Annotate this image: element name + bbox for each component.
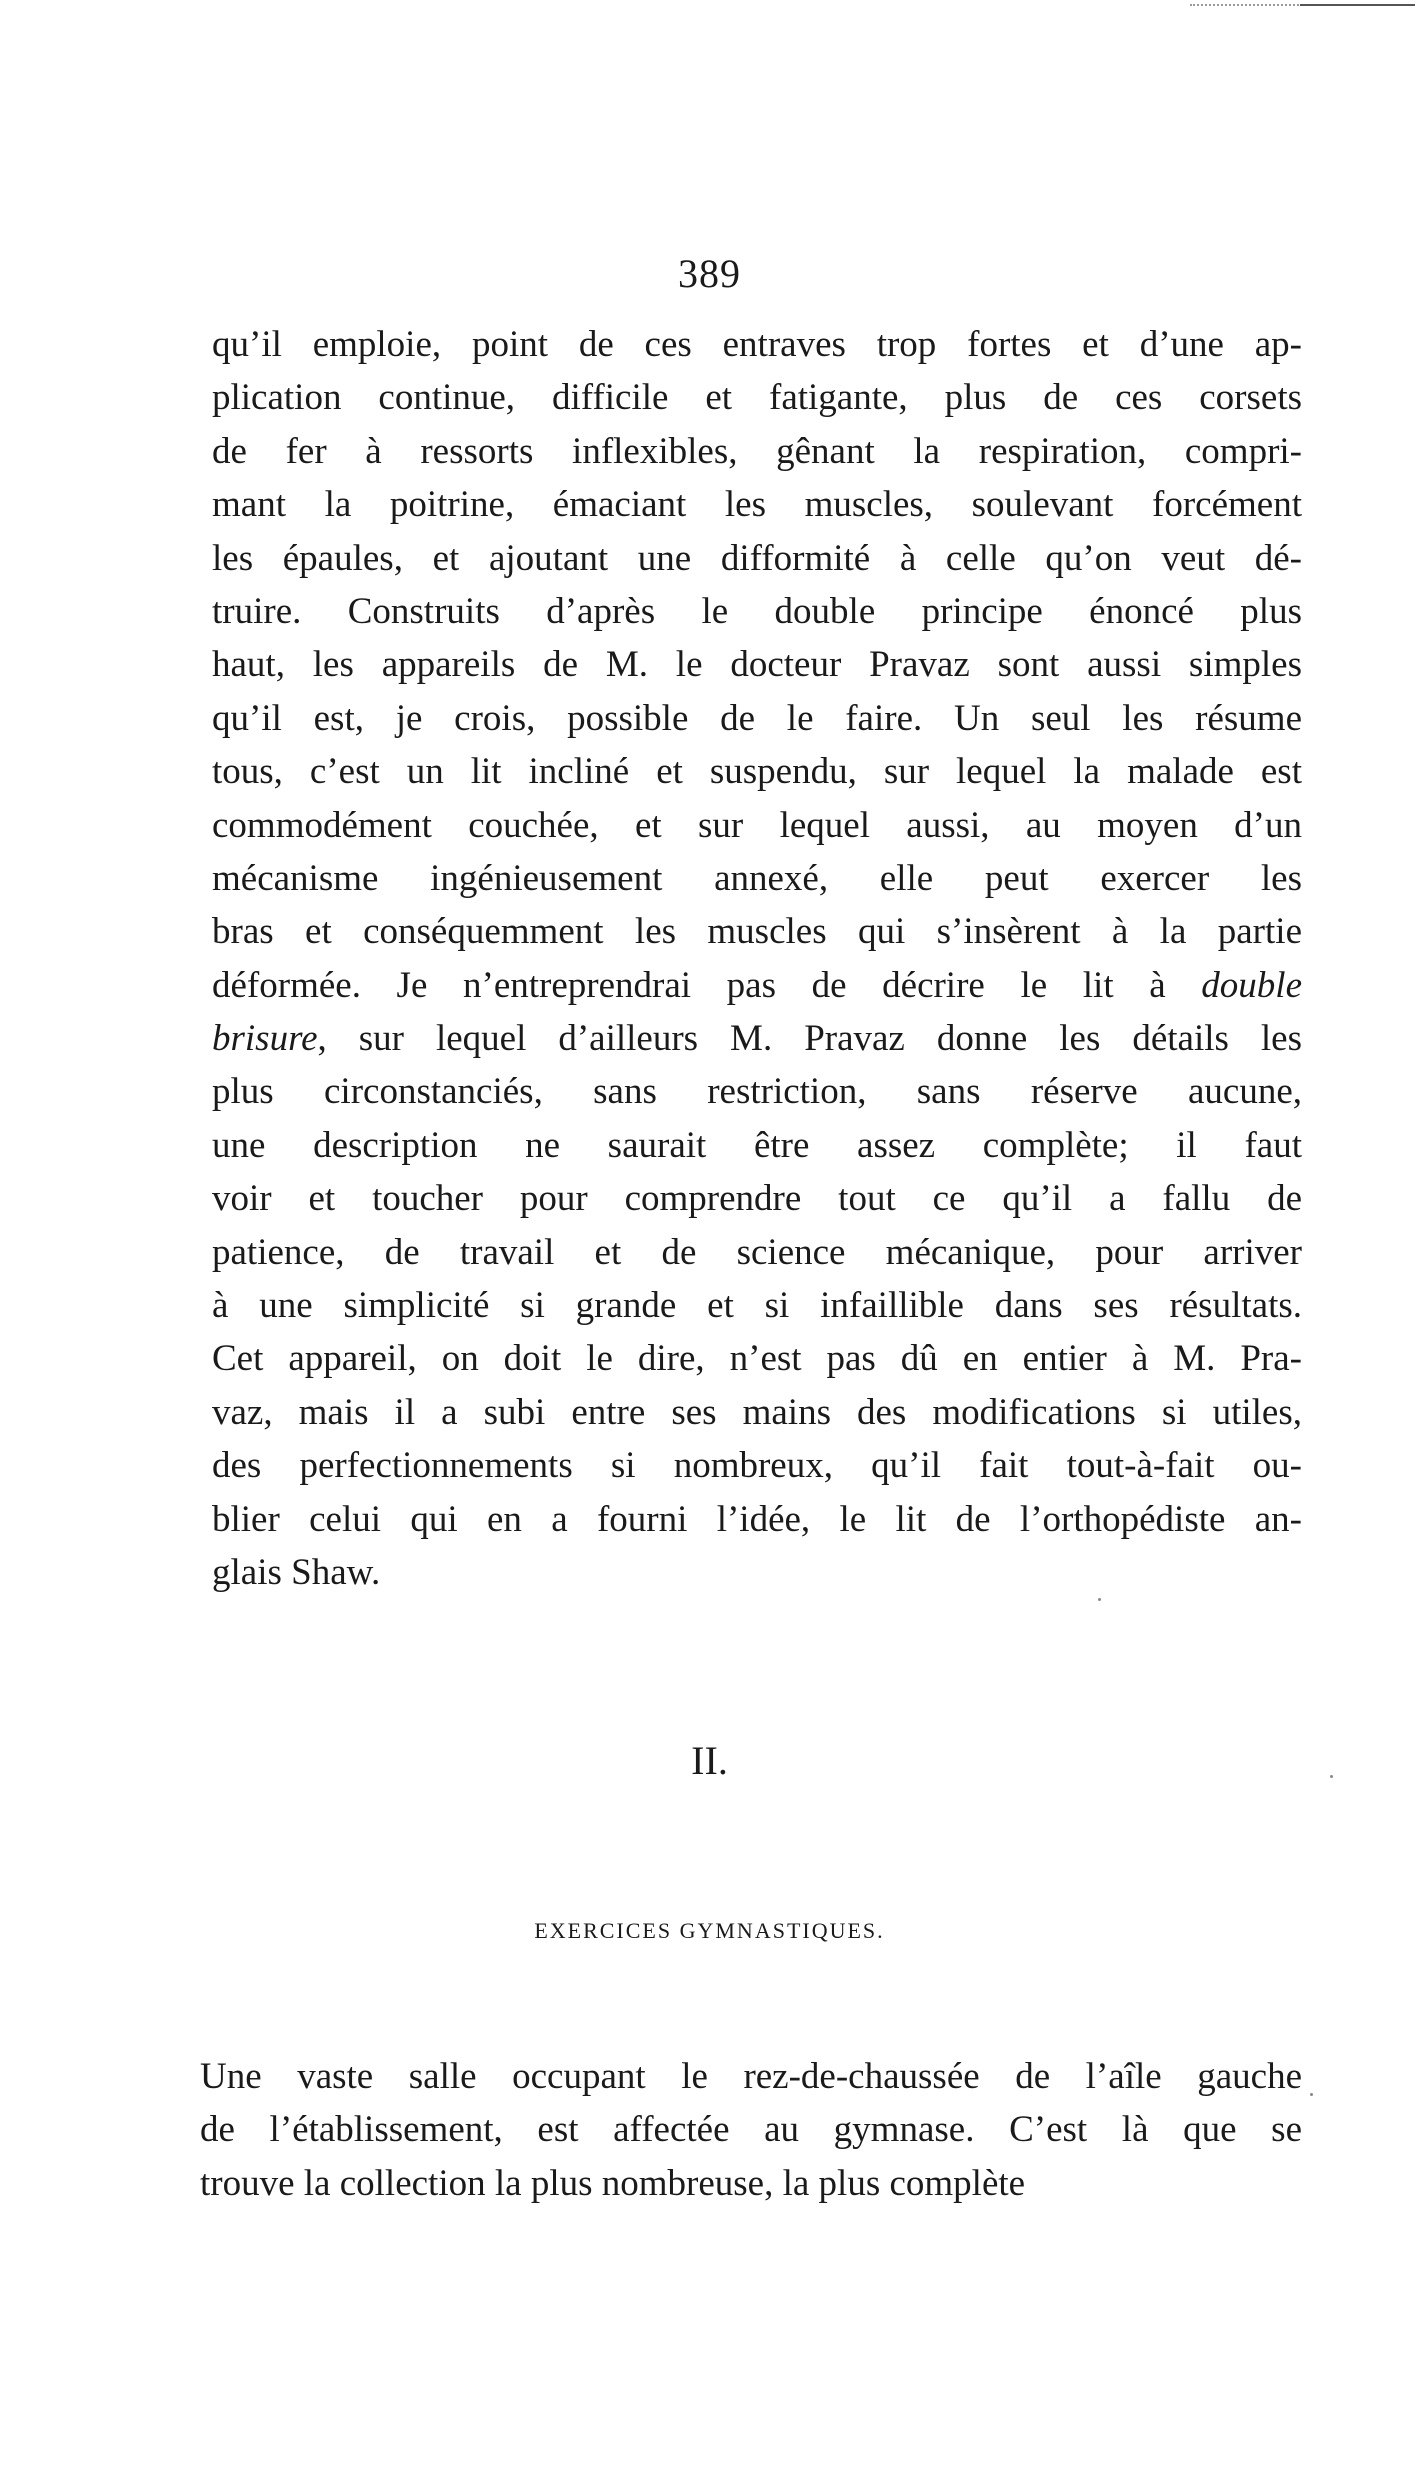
section-numeral: II. bbox=[691, 1738, 728, 1783]
text-line bbox=[212, 1332, 1302, 1385]
text-line bbox=[212, 532, 1302, 585]
text-line bbox=[212, 852, 1302, 905]
text-line-content: trouve la collection la plus nombreuse, la plus complète bbox=[200, 2162, 1026, 2204]
text-line-content: plus circonstanciés, sans restriction, sans réserve aucune, bbox=[212, 1071, 1302, 1113]
paragraph-body bbox=[212, 318, 1302, 1599]
paragraph-section-intro bbox=[200, 2050, 1302, 2210]
text-line-content: des perfectionnements si nombreux, qu’il fait tout-à-fait ou- bbox=[212, 1445, 1302, 1487]
text-line bbox=[200, 2157, 1302, 2210]
text-line-content: mant la poitrine, émaciant les muscles, soulevant forcément bbox=[212, 484, 1302, 526]
text-line bbox=[212, 1279, 1302, 1332]
text-line-content: voir et toucher pour comprendre tout ce qu’il a fallu de bbox=[212, 1178, 1302, 1220]
text-line bbox=[212, 371, 1302, 424]
italic-phrase: brisure bbox=[212, 1018, 318, 1060]
text-line-content: mécanisme ingénieusement annexé, elle peut exercer les bbox=[212, 857, 1302, 899]
text-line-content: les épaules, et ajoutant une difformité à celle qu’on veut dé- bbox=[212, 537, 1302, 579]
text-line bbox=[212, 745, 1302, 798]
text-line bbox=[212, 1065, 1302, 1118]
section-title: EXERCICES GYMNASTIQUES. bbox=[534, 1918, 885, 1943]
text-line bbox=[212, 318, 1302, 371]
text-line-content: brisure, sur lequel d’ailleurs M. Pravaz donne les détails les bbox=[212, 1018, 1302, 1060]
text-line bbox=[212, 478, 1302, 531]
text-line bbox=[212, 1226, 1302, 1279]
text-line-content: haut, les appareils de M. le docteur Pravaz sont aussi simples bbox=[212, 644, 1302, 686]
text-line bbox=[212, 1012, 1302, 1065]
top-edge-rule-solid bbox=[1300, 4, 1415, 6]
text-line-content: qu’il est, je crois, possible de le faire. Un seul les résume bbox=[212, 697, 1302, 739]
text-line bbox=[212, 959, 1302, 1012]
text-line bbox=[212, 1172, 1302, 1225]
text-line-content: plication continue, difficile et fatigante, plus de ces corsets bbox=[212, 377, 1302, 419]
text-line-content: déformée. Je n’entreprendrai pas de décrire le lit à double bbox=[212, 964, 1302, 1006]
text-line bbox=[212, 1493, 1302, 1546]
text-line-content: blier celui qui en a fourni l’idée, le lit de l’orthopédiste an- bbox=[212, 1498, 1302, 1540]
text-line-content: de l’établissement, est affectée au gymnase. C’est là que se bbox=[200, 2109, 1302, 2151]
text-line-content: commodément couchée, et sur lequel aussi, au moyen d’un bbox=[212, 804, 1302, 846]
paper-speck bbox=[1330, 1775, 1333, 1778]
text-line bbox=[212, 1439, 1302, 1492]
text-line bbox=[212, 1546, 1302, 1599]
paper-speck bbox=[1098, 1598, 1101, 1601]
text-line-content: bras et conséquemment les muscles qui s’insèrent à la partie bbox=[212, 911, 1302, 953]
paper-speck bbox=[1310, 2093, 1313, 2096]
text-line bbox=[200, 2050, 1302, 2103]
text-line-content: glais Shaw. bbox=[212, 1551, 381, 1593]
text-line bbox=[212, 1386, 1302, 1439]
text-line-content: Cet appareil, on doit le dire, n’est pas dû en entier à M. Pra- bbox=[212, 1338, 1302, 1380]
text-line bbox=[200, 2103, 1302, 2156]
page-number: 389 bbox=[678, 251, 741, 296]
text-line bbox=[212, 1119, 1302, 1172]
text-line-content: une description ne saurait être assez complète; il faut bbox=[212, 1124, 1302, 1166]
text-line bbox=[212, 425, 1302, 478]
text-line-content: vaz, mais il a subi entre ses mains des modifications si utiles, bbox=[212, 1391, 1302, 1433]
text-line-content: de fer à ressorts inflexibles, gênant la respiration, compri- bbox=[212, 430, 1302, 472]
text-line-content: patience, de travail et de science mécanique, pour arriver bbox=[212, 1231, 1302, 1273]
text-line bbox=[212, 692, 1302, 745]
text-line bbox=[212, 638, 1302, 691]
italic-phrase: double bbox=[1201, 964, 1302, 1006]
text-line bbox=[212, 905, 1302, 958]
text-line-content: tous, c’est un lit incliné et suspendu, sur lequel la malade est bbox=[212, 751, 1302, 793]
text-line-content: qu’il emploie, point de ces entraves trop fortes et d’une ap- bbox=[212, 324, 1302, 365]
text-line bbox=[212, 799, 1302, 852]
text-line bbox=[212, 585, 1302, 638]
text-line-content: à une simplicité si grande et si infaillible dans ses résultats. bbox=[212, 1285, 1302, 1327]
text-line-content: truire. Construits d’après le double principe énoncé plus bbox=[212, 590, 1302, 632]
text-line-content: Une vaste salle occupant le rez-de-chaussée de l’aîle gauche bbox=[200, 2056, 1302, 2097]
